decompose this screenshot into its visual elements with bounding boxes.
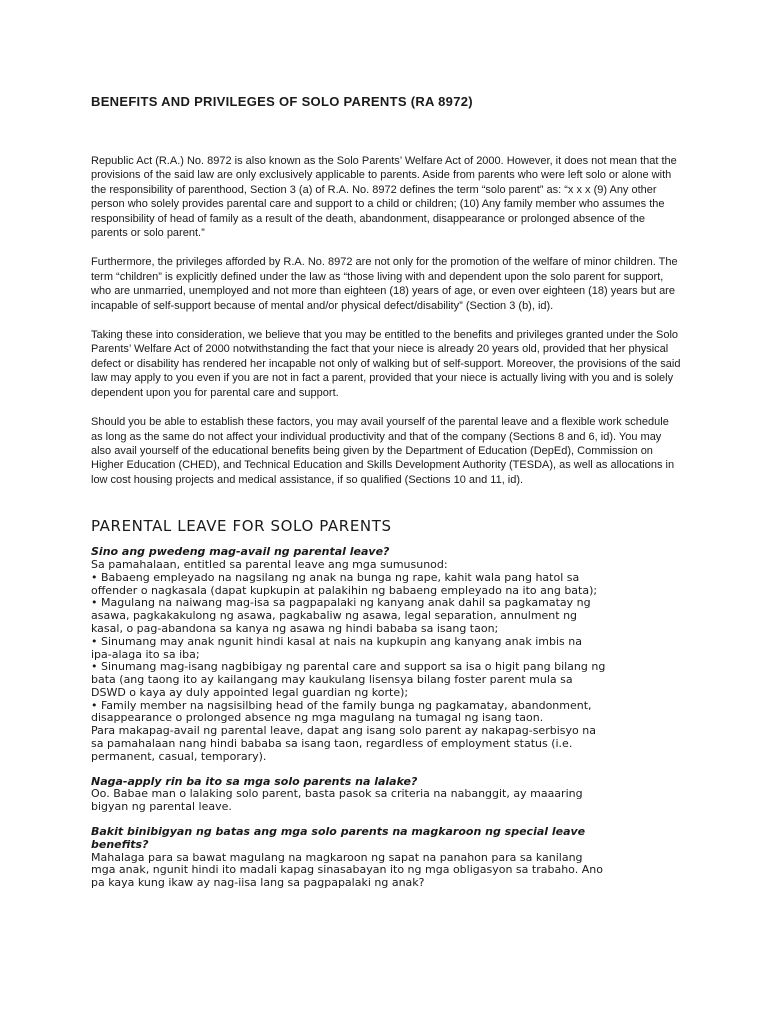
paragraph-ra-8972-definition: Republic Act (R.A.) No. 8972 is also known as the Solo Parents’ Welfare Act of 2000. However, it does not mean that the provisions of the said law are only exclusively applicable to parents. Aside from parents who were left solo or alone with the responsibility of parenthood, Section 3 (a) of R.A. No. 8972 defines the term “solo parent” as: “x x x (9) Any other person who solely provides parental care and support to a child or children; (10) Any family member who assumes the responsibility of head of family as a result of the death, abandonment, disappearance or prolonged absence of the parents or solo parent.”	[91, 155, 677, 240]
faq-answer-line: asawa, pagkakakulong ng asawa, pagkabaliw ng asawa, legal separation, annulment ng	[91, 609, 578, 623]
faq-question	[91, 826, 681, 852]
faq-question-line: Bakit binibigyan ng batas ang mga solo parents na magkaroon ng special leave	[91, 825, 586, 839]
faq-answer-line: offender o nagkasala (dapat kupkupin at palakihin ng babaeng empleyado na ito ang bata);	[91, 583, 598, 597]
faq-question-line: benefits?	[91, 837, 149, 851]
faq-answer-line: bata (ang taong ito ay kailangang may kaukulang lisensya bilang foster parent mula sa	[91, 673, 573, 687]
faq-answer-line: ipa-alaga ito sa iba;	[91, 647, 200, 661]
faq-answer-line: mga anak, ngunit hindi ito madali kapag sinasabayan ito ng mga obligasyon sa trabaho. Ano	[91, 863, 603, 877]
faq-item	[91, 826, 681, 890]
faq-answer-line: • Sinumang may anak ngunit hindi kasal at nais na kupkupin ang kanyang anak imbis na	[91, 634, 582, 648]
faq-answer-line: pa kaya kung ikaw ay nag-iisa lang sa pagpapalaki ng anak?	[91, 876, 425, 890]
faq-answer-line: • Family member na nagsisilbing head of the family bunga ng pagkamatay, abandonment,	[91, 698, 592, 712]
faq-item	[91, 546, 681, 764]
document-title: BENEFITS AND PRIVILEGES OF SOLO PARENTS (RA 8972)	[91, 94, 473, 109]
faq-answer-line: Oo. Babae man o lalaking solo parent, basta pasok sa criteria na nabanggit, ay maaaring	[91, 787, 583, 801]
faq-answer-line: bigyan ng parental leave.	[91, 800, 232, 814]
faq-answer-line: permanent, casual, temporary).	[91, 749, 267, 763]
faq-answer-line: sa pamahalaan nang hindi bababa sa isang taon, regardless of employment status (i.e.	[91, 737, 573, 751]
document-page	[91, 94, 681, 890]
faq-answer-line: Mahalaga para sa bawat magulang na magkaroon ng sapat na panahon para sa kanilang	[91, 850, 583, 864]
faq-answer-line: • Sinumang mag-isang nagbibigay ng parental care and support sa isa o higit pang bilang ng	[91, 660, 606, 674]
faq-answer-line: • Babaeng empleyado na nagsilang ng anak na bunga ng rape, kahit wala pang hatol sa	[91, 570, 580, 584]
faq-answer-line: Sa pamahalaan, entitled sa parental leave ang mga sumusunod:	[91, 557, 448, 571]
paragraph-entitlement: Taking these into consideration, we believe that you may be entitled to the benefits and privileges granted under the Solo Parents’ Welfare Act of 2000 notwithstanding the fact that your niece is already 20 years old, provided that her physical defect or disability has rendered her incapable not only of walking but of self-support. Moreover, the provisions of the said law may apply to you even if you are not in fact a parent, provided that your niece is actually living with you and is solely dependent upon you for parental care and support.	[91, 329, 681, 399]
faq-answer-line: • Magulang na naiwang mag-isa sa pagpapalaki ng kanyang anak dahil sa pagkamatay ng	[91, 596, 591, 610]
faq-answer-line: kasal, o pag-abandona sa kanya ng asawa ng hindi bababa sa isang taon;	[91, 621, 499, 635]
faq-question: Sino ang pwedeng mag-avail ng parental leave?	[91, 545, 390, 559]
parental-leave-section	[91, 517, 681, 890]
faq-item	[91, 776, 681, 814]
faq-question: Naga-apply rin ba ito sa mga solo parents na lalake?	[91, 774, 418, 788]
faq-answer-line: disappearance o prolonged absence ng mga magulang na tumagal ng isang taon.	[91, 711, 544, 725]
section-title: PARENTAL LEAVE FOR SOLO PARENTS	[91, 517, 392, 536]
paragraph-benefits: Should you be able to establish these factors, you may avail yourself of the parental leave and a flexible work schedule as long as the same do not affect your individual productivity and that of the company (Sections 8 and 6, id). You may also avail yourself of the educational benefits being given by the Department of Education (DepEd), Commission on Higher Education (CHED), and Technical Education and Skills Development Authority (TESDA), as well as allocations in low cost housing projects and medical assistance, if so qualified (Sections 10 and 11, id).	[91, 416, 675, 486]
faq-answer-line: DSWD o kaya ay duly appointed legal guardian ng korte);	[91, 685, 409, 699]
faq-answer-line: Para makapag-avail ng parental leave, dapat ang isang solo parent ay nakapag-serbisyo na	[91, 724, 596, 738]
paragraph-children-definition: Furthermore, the privileges afforded by R.A. No. 8972 are not only for the promotion of the welfare of minor children. The term “children” is explicitly defined under the law as “those living with and dependent upon the solo parent for support, who are unmarried, unemployed and not more than eighteen (18) years of age, or even over eighteen (18) years but are incapable of self-support because of mental and/or physical defect/disability” (Section 3 (b), id).	[91, 256, 678, 312]
